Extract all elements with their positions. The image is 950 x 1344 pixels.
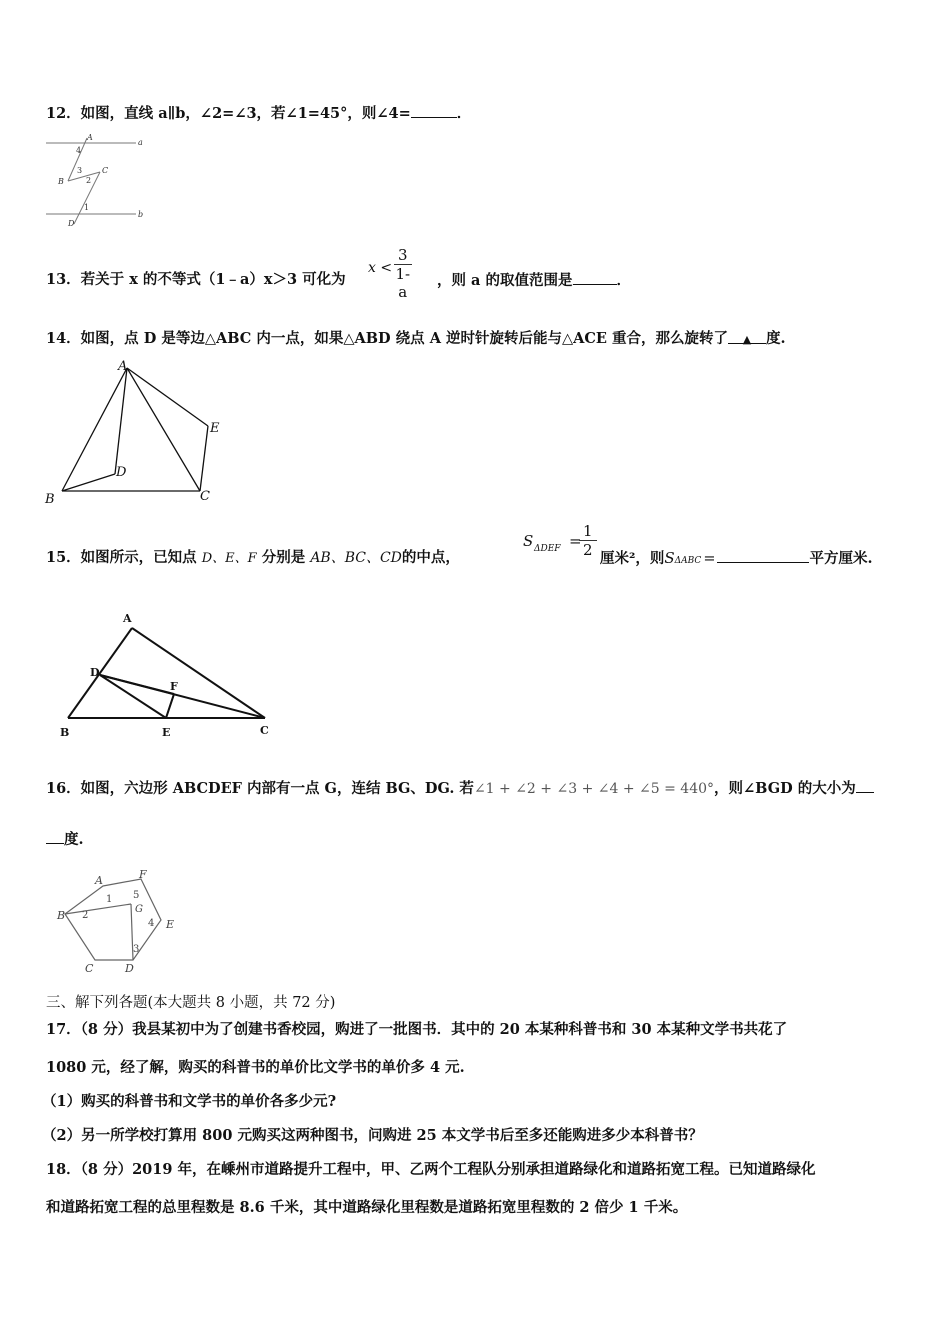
q15-mid: 分别是 [261, 549, 306, 566]
q14-label-c: C [200, 489, 210, 504]
q14-text: 14．如图，点 D 是等边△ABC 内一点，如果△ABD 绕点 A 逆时针旋转后能与△ACE 重合，那么旋转了 [46, 330, 729, 347]
q15-sdef-eq: = [569, 532, 582, 550]
q16-angle-2: 2 [82, 910, 89, 921]
q16-label-c: C [85, 962, 94, 975]
q15-label-f: F [170, 680, 178, 693]
q13-x-lt: x < [368, 260, 393, 276]
q16-label-d: D [125, 962, 134, 975]
q12-angle-4: 4 [76, 146, 82, 155]
q12-label-a: A [87, 133, 93, 142]
q12-angle-1: 1 [84, 203, 90, 212]
q12-label-d: D [68, 219, 75, 228]
q14-label-a: A [118, 359, 128, 374]
q12-label-b: B [58, 177, 64, 186]
q15-fraction [579, 522, 597, 559]
q14-answer-blank[interactable] [728, 329, 766, 344]
q15-segments: AB、BC、CD [310, 550, 402, 566]
q14-triangle-mark: ▲ [742, 333, 752, 346]
q16-text: 16．如图，六边形 ABCDEF 内部有一点 G，连结 BG、DG. 若 [46, 780, 474, 797]
q15-tail-wrap [600, 548, 873, 571]
q14-label-e: E [210, 421, 220, 436]
q17-part2: （2）另一所学校打算用 800 元购买这两种图书，问购进 25 本文学书后至多还能购进多少本科普书？ [42, 1127, 703, 1144]
q14-label-d: D [116, 465, 127, 480]
q15-sabc-sub: ΔABC [674, 556, 702, 566]
q16-angle-3: 3 [133, 944, 140, 955]
q15-label-a: A [123, 612, 132, 625]
section-3-heading: 三、解下列各题(本大题共 8 小题，共 72 分) [46, 995, 336, 1011]
q15-sdef-expr [523, 522, 601, 570]
q15-label-c: C [260, 724, 269, 737]
q15-tail: 平方厘米. [809, 550, 873, 567]
q16-angle-4: 4 [148, 918, 155, 929]
q15-sabc-eq: = [703, 551, 716, 567]
q16-label-e: E [166, 918, 175, 931]
q18-line2: 和道路拓宽工程的总里程数是 8.6 千米，其中道路绿化里程数是道路拓宽里程数的 2 倍少 1 千米。 [46, 1199, 688, 1216]
q12-label-c: C [102, 166, 109, 175]
q15-label-d: D [90, 666, 100, 679]
q16-label-a: A [95, 874, 103, 887]
question-12 [46, 103, 471, 124]
q15-lead: 15．如图所示，已知点 [46, 549, 197, 566]
question-16 [46, 778, 874, 799]
question-15 [46, 548, 460, 569]
q16-line2: 度. [64, 831, 84, 848]
q15-denominator: 2 [583, 541, 593, 559]
q13-text: 13．若关于 x 的不等式（1﹣a）x＞3 可化为 [46, 271, 346, 288]
q12-label-line-a: a [138, 138, 143, 147]
q13-answer-blank[interactable] [573, 270, 617, 285]
q16-answer-blank-cont[interactable] [46, 829, 64, 844]
q15-points: D、E、F [201, 551, 257, 566]
q16-answer-blank[interactable] [856, 778, 874, 793]
q16-tail: ，则∠BGD 的大小为 [714, 780, 856, 797]
q15-unit: 厘米²，则 [600, 550, 665, 567]
question-13 [46, 270, 346, 290]
q12-angle-2: 2 [86, 176, 92, 185]
q15-mid2: 的中点， [401, 549, 460, 566]
q12-figure [40, 128, 150, 230]
q15-answer-blank[interactable] [717, 548, 809, 563]
q13-denominator: 1- a [395, 265, 411, 301]
q15-sdef-s: S [523, 532, 534, 550]
q16-angle-1: 1 [106, 894, 113, 905]
q15-label-b: B [60, 726, 70, 739]
q15-sabc-s: S [664, 549, 675, 567]
q15-sdef-sub: ΔDEF [534, 544, 561, 554]
q12-answer-blank[interactable] [411, 103, 457, 118]
question-16-line2 [46, 829, 84, 850]
q16-figure [55, 866, 185, 978]
q15-figure [50, 608, 280, 744]
q18-line1: 18．（8 分）2019 年，在嵊州市道路提升工程中，甲、乙两个工程队分别承担道路绿化和道路拓宽工程。已知道路绿化 [46, 1161, 816, 1178]
q16-angle-5: 5 [133, 890, 140, 901]
question-14 [46, 329, 786, 349]
q17-line2: 1080 元，经了解，购买的科普书的单价比文学书的单价多 4 元. [46, 1059, 465, 1076]
q15-label-e: E [162, 726, 171, 739]
q15-numerator: 1 [579, 522, 597, 541]
q12-label-line-b: b [138, 210, 144, 219]
q12-text: 12．如图，直线 a∥b，∠2=∠3，若∠1=45°，则∠4= [46, 105, 411, 122]
q14-label-b: B [45, 492, 55, 507]
q16-label-g: G [135, 904, 143, 915]
q14-figure [40, 356, 240, 508]
q13-numerator: 3 [394, 246, 412, 265]
q12-angle-3: 3 [77, 166, 83, 175]
q16-formula: ∠1 + ∠2 + ∠3 + ∠4 + ∠5 = 440° [473, 781, 715, 797]
q14-tail: 度. [766, 330, 786, 347]
q13-tail: ，则 a 的取值范围是 [437, 272, 573, 289]
q17-line1: 17．（8 分）我县某初中为了创建书香校园，购进了一批图书．其中的 20 本某种科普书和 30 本某种文学书共花了 [46, 1021, 788, 1038]
q16-label-f: F [139, 868, 147, 881]
q13-end: ． [616, 272, 631, 289]
q13-fraction [394, 246, 412, 301]
q17-part1: （1）购买的科普书和文学书的单价各多少元? [42, 1093, 337, 1110]
q16-label-b: B [57, 909, 66, 922]
q13-tail-wrap [437, 270, 631, 291]
q12-tail: ． [456, 105, 472, 122]
